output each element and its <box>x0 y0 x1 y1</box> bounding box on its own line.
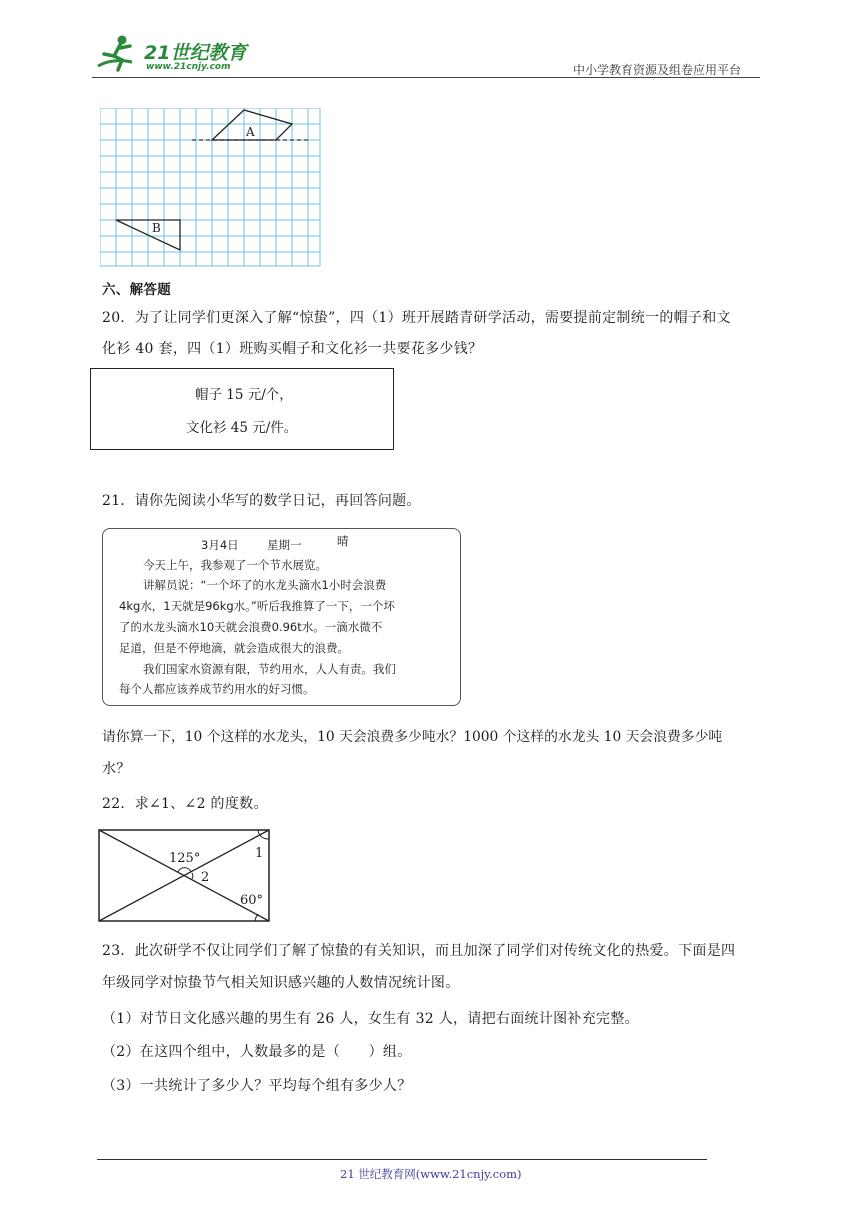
diary-line: 4kg水，1天就是96kg水。”听后我推算了一下，一个坏 <box>119 599 395 613</box>
q23-sub1: （1）对节日文化感兴趣的男生有 26 人，女生有 32 人，请把右面统计图补充完整。 <box>102 1011 639 1027</box>
header-divider <box>92 77 760 78</box>
diary-weather: 晴 <box>337 534 349 548</box>
section-title: 六、解答题 <box>102 282 171 298</box>
angle-1-label: 1 <box>255 846 264 861</box>
price-shirt: 文化衫 45 元/件。 <box>186 420 298 436</box>
q21-intro: 21．请你先阅读小华写的数学日记，再回答问题。 <box>102 493 421 509</box>
q23-line1: 23．此次研学不仅让同学们了解了惊蛰的有关知识，而且加深了同学们对传统文化的热爱。下面是四 <box>102 943 736 959</box>
q23-sub2: （2）在这四个组中，人数最多的是（ ）组。 <box>102 1044 412 1060</box>
diary-date: 3月4日 <box>201 538 239 552</box>
site-logo <box>92 32 262 78</box>
logo-url-text: www.21cnjy.com <box>146 62 231 72</box>
angle-60-label: 60° <box>240 893 264 908</box>
q22-intro: 22．求∠1、∠2 的度数。 <box>102 796 268 812</box>
price-box <box>90 368 394 450</box>
q20-line2: 化衫 40 套，四（1）班购买帽子和文化衫一共要花多少钱？ <box>102 341 483 357</box>
q21-question-line2: 水？ <box>102 761 131 777</box>
runner-logo-icon <box>92 32 144 76</box>
shape-a-label: A <box>246 125 255 139</box>
diary-line: 我们国家水资源有限，节约用水，人人有责。我们 <box>143 662 396 676</box>
diary-line: 今天上午，我参观了一个节水展览。 <box>143 558 327 572</box>
diary-line: 每个人都应该养成节约用水的好习惯。 <box>119 682 315 696</box>
q23-sub3: （3）一共统计了多少人？平均每个组有多少人？ <box>102 1078 412 1094</box>
q20-line1: 20．为了让同学们更深入了解“惊蛰”，四（1）班开展踏青研学活动，需要提前定制统一的帽子和文 <box>102 310 731 326</box>
angle-2-label: 2 <box>201 870 210 885</box>
platform-name: 中小学教育资源及组卷应用平台 <box>573 63 742 77</box>
q23-line2: 年级同学对惊蛰节气相关知识感兴趣的人数情况统计图。 <box>102 975 460 991</box>
angle-125-label: 125° <box>169 851 201 866</box>
math-diary <box>102 528 461 706</box>
footer-divider <box>97 1159 707 1160</box>
diary-line: 了的水龙头滴水10天就会浪费0.96t水。一滴水微不 <box>119 620 383 634</box>
diary-line: 讲解员说：“一个坏了的水龙头滴水1小时会浪费 <box>143 578 387 592</box>
diary-weekday: 星期一 <box>267 538 302 552</box>
angle-rectangle-figure <box>98 829 272 925</box>
footer-text: 21 世纪教育网(www.21cnjy.com) <box>340 1167 522 1181</box>
q21-question-line1: 请你算一下，10 个这样的水龙头，10 天会浪费多少吨水？1000 个这样的水龙头 10 天会浪费多少吨 <box>102 729 723 745</box>
logo-main-text: 21世纪教育 <box>144 42 247 64</box>
price-hat: 帽子 15 元/个， <box>195 387 293 403</box>
shape-b-label: B <box>152 221 161 235</box>
grid-translation-figure <box>100 108 324 268</box>
diary-line: 足道，但是不停地滴，就会造成很大的浪费。 <box>119 641 349 655</box>
